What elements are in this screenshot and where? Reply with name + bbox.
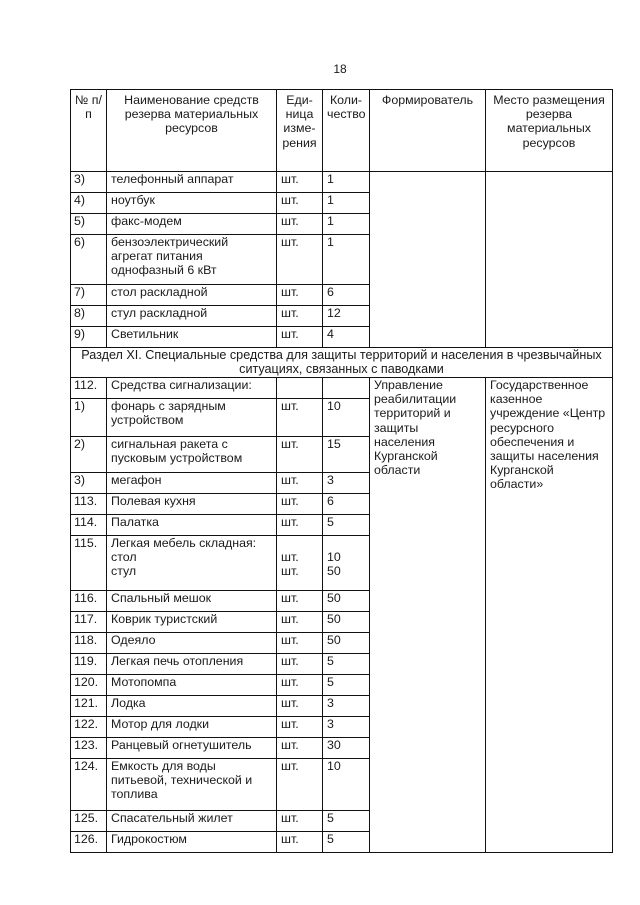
cell-unit: шт.: [277, 437, 323, 473]
cell-name: Светильник: [107, 327, 277, 348]
cell-num: 124.: [71, 759, 107, 811]
cell-num: 113.: [71, 494, 107, 515]
cell-unit: шт.: [277, 235, 323, 285]
cell-num: 112.: [71, 378, 107, 399]
cell-num: 1): [71, 399, 107, 437]
cell-unit: шт.: [277, 759, 323, 811]
cell-unit: шт.: [277, 832, 323, 853]
cell-qty: 12: [323, 306, 370, 327]
cell-qty: 5: [323, 654, 370, 675]
cell-unit: шт.: [277, 193, 323, 214]
cell-name: Емкость для воды питьевой, технической и топлива: [107, 759, 277, 811]
header-row: [71, 90, 613, 172]
header-name: Наименование средств резерва материальных ресурсов: [107, 90, 277, 172]
cell-num: 3): [71, 473, 107, 494]
cell-name: Лодка: [107, 696, 277, 717]
cell-qty: 4: [323, 327, 370, 348]
cell-unit: [277, 378, 323, 399]
cell-qty: 5: [323, 675, 370, 696]
cell-num: 5): [71, 214, 107, 235]
cell-num: 117.: [71, 612, 107, 633]
resources-table: [70, 89, 613, 853]
cell-unit: шт.: [277, 214, 323, 235]
cell-num: 2): [71, 437, 107, 473]
section-title: Раздел XI. Специальные средства для защиты территорий и населения в чрезвычайных ситуациях, связанных с паводками: [71, 348, 613, 378]
header-former: Формирователь: [370, 90, 486, 172]
cell-name: Палатка: [107, 515, 277, 536]
header-location: Место размещения резерва материальных ресурсов: [486, 90, 613, 172]
cell-name: фонарь с зарядным устройством: [107, 399, 277, 437]
table-body: [71, 172, 613, 853]
cell-name: Одеяло: [107, 633, 277, 654]
cell-unit: шт.: [277, 612, 323, 633]
cell-name: телефонный аппарат: [107, 172, 277, 193]
cell-qty: 10 50: [323, 536, 370, 591]
cell-unit: шт.: [277, 515, 323, 536]
cell-unit: шт.: [277, 696, 323, 717]
cell-qty: 10: [323, 759, 370, 811]
cell-unit: шт.: [277, 285, 323, 306]
cell-num: 8): [71, 306, 107, 327]
cell-num: 9): [71, 327, 107, 348]
cell-unit: шт.: [277, 399, 323, 437]
cell-qty: 1: [323, 193, 370, 214]
cell-name: Легкая печь отопления: [107, 654, 277, 675]
header-unit: Еди-ница изме-рения: [277, 90, 323, 172]
cell-unit: шт.: [277, 306, 323, 327]
cell-qty: 6: [323, 494, 370, 515]
cell-qty: 50: [323, 633, 370, 654]
cell-num: 121.: [71, 696, 107, 717]
cell-unit: шт.: [277, 591, 323, 612]
page-number: 18: [333, 62, 347, 76]
cell-unit: шт.: [277, 717, 323, 738]
section-location: Государственное казенное учреждение «Центр ресурсного обеспечения и защиты населения Курганской области»: [486, 378, 613, 853]
cell-qty: 3: [323, 717, 370, 738]
cell-name: Спасательный жилет: [107, 811, 277, 832]
cell-num: 123.: [71, 738, 107, 759]
cell-unit: шт.: [277, 172, 323, 193]
cell-num: 115.: [71, 536, 107, 591]
cell-name: Мотор для лодки: [107, 717, 277, 738]
cell-num: 116.: [71, 591, 107, 612]
cell-unit: шт.: [277, 327, 323, 348]
cell-num: 120.: [71, 675, 107, 696]
former-cell-continued: [370, 172, 486, 348]
cell-name: сигнальная ракета с пусковым устройством: [107, 437, 277, 473]
cell-qty: 5: [323, 811, 370, 832]
cell-qty: [323, 378, 370, 399]
section-former: Управление реабилитации территорий и защиты населения Курганской области: [370, 378, 486, 853]
cell-name: Спальный мешок: [107, 591, 277, 612]
cell-num: 6): [71, 235, 107, 285]
cell-name: мегафон: [107, 473, 277, 494]
cell-name: факс-модем: [107, 214, 277, 235]
cell-qty: 5: [323, 515, 370, 536]
cell-num: 119.: [71, 654, 107, 675]
cell-name: стул раскладной: [107, 306, 277, 327]
cell-num: 4): [71, 193, 107, 214]
cell-qty: 1: [323, 172, 370, 193]
cell-num: 114.: [71, 515, 107, 536]
cell-unit: шт.: [277, 675, 323, 696]
cell-qty: 10: [323, 399, 370, 437]
cell-unit: шт.: [277, 811, 323, 832]
cell-num: 118.: [71, 633, 107, 654]
cell-qty: 6: [323, 285, 370, 306]
cell-qty: 1: [323, 214, 370, 235]
cell-qty: 5: [323, 832, 370, 853]
cell-unit: шт.: [277, 654, 323, 675]
cell-name: ноутбук: [107, 193, 277, 214]
cell-qty: 30: [323, 738, 370, 759]
cell-name: бензоэлектрический агрегат питания однофазный 6 кВт: [107, 235, 277, 285]
cell-unit: шт.: [277, 473, 323, 494]
table-row: [71, 378, 613, 399]
cell-qty: 15: [323, 437, 370, 473]
cell-num: 125.: [71, 811, 107, 832]
table-row: [71, 172, 613, 193]
cell-num: 126.: [71, 832, 107, 853]
cell-name: Полевая кухня: [107, 494, 277, 515]
cell-name: Мотопомпа: [107, 675, 277, 696]
cell-num: 122.: [71, 717, 107, 738]
cell-qty: 3: [323, 696, 370, 717]
cell-qty: 1: [323, 235, 370, 285]
cell-qty: 50: [323, 612, 370, 633]
location-cell-continued: [486, 172, 613, 348]
cell-name: Легкая мебель складная: стол стул: [107, 536, 277, 591]
header-qty: Коли-чество: [323, 90, 370, 172]
header-num: № п/п: [71, 90, 107, 172]
cell-name: стол раскладной: [107, 285, 277, 306]
cell-name: Коврик туристский: [107, 612, 277, 633]
cell-qty: 50: [323, 591, 370, 612]
cell-num: 7): [71, 285, 107, 306]
cell-name: Средства сигнализации:: [107, 378, 277, 399]
cell-unit: шт.: [277, 633, 323, 654]
cell-qty: 3: [323, 473, 370, 494]
section-row: [71, 348, 613, 378]
cell-unit: шт.: [277, 494, 323, 515]
cell-name: Ранцевый огнетушитель: [107, 738, 277, 759]
cell-name: Гидрокостюм: [107, 832, 277, 853]
cell-unit: шт. шт.: [277, 536, 323, 591]
cell-unit: шт.: [277, 738, 323, 759]
cell-num: 3): [71, 172, 107, 193]
